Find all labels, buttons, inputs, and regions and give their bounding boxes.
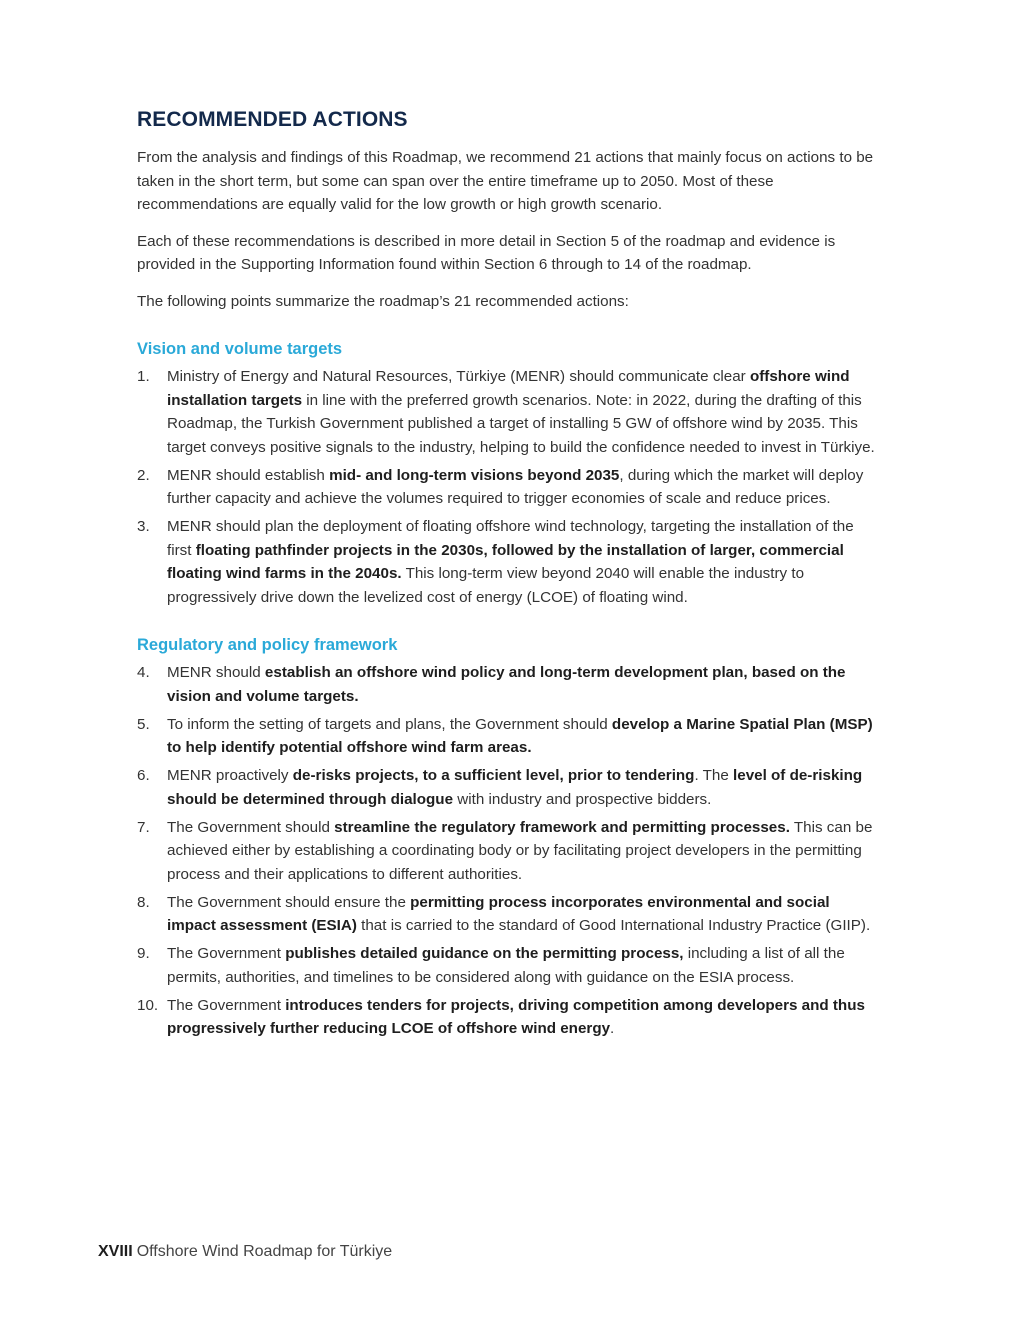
action-number: 3. [137,518,150,535]
action-emphasis: offshore wind installation targets [167,368,850,409]
action-text: . [610,1020,615,1037]
action-number: 5. [137,715,150,733]
action-item [137,661,882,708]
action-text: . The [694,767,734,784]
section-heading-regulatory: Regulatory and policy framework [137,636,398,654]
action-item [137,942,882,989]
section-heading-vision: Vision and volume targets [137,340,343,358]
action-text: , during which the market will deploy further capacity and achieve the volumes required to trigger economies of scale and reduce prices. [167,466,864,507]
action-number: 1. [137,368,150,385]
action-emphasis: permitting process incorporates environmental and social impact assessment (ESIA) [167,893,830,934]
action-text: The Government [167,945,286,962]
action-number: 8. [137,893,150,911]
action-emphasis: establish an offshore wind policy and long-term development plan, based on the vision and volume targets. [167,664,846,705]
page-footer [98,1243,392,1261]
action-number: 7. [137,818,150,836]
action-text: The Government should [167,818,335,836]
action-text: To inform the setting of targets and plans, the Government should [167,715,612,733]
action-text: MENR proactively [167,767,293,784]
action-number: 10. [137,996,159,1014]
action-text: including a list of all the permits, authorities, and timelines to be considered along with guidance on the ESIA process. [167,945,845,986]
action-text: MENR should [167,664,265,681]
action-text: Ministry of Energy and Natural Resources, Türkiye (MENR) should communicate clear [167,368,750,385]
action-text: This long-term view beyond 2040 will enable the industry to progressively drive down the levelized cost of energy (LCOE) of floating wind. [167,565,805,606]
action-text: The Government should ensure the [167,893,411,911]
action-list-vision [137,365,882,609]
action-text: that is carried to the standard of Good International Industry Practice (GIIP). [356,917,871,934]
page-title: RECOMMENDED ACTIONS [137,108,408,131]
intro-paragraph-2: Each of these recommendations is described in more detail in Section 5 of the roadmap and evidence is provided in the Supporting Information found within Section 6 through to 14 of the roadmap. [137,232,836,273]
action-item [137,713,882,760]
action-item [137,515,882,609]
page-number: XVIII [98,1243,133,1260]
action-item [137,764,882,811]
action-item [137,994,882,1041]
action-text: MENR should plan the deployment of floating offshore wind technology, targeting the installation of the first [167,518,854,559]
intro-paragraph-3: The following points summarize the roadmap’s 21 recommended actions: [137,292,629,310]
intro-paragraph-1: From the analysis and findings of this Roadmap, we recommend 21 actions that mainly focus on actions to be taken in the short term, but some can span over the entire timeframe up to 2050. Most of these recommendations are equally valid for the low growth or high growth scenario. [137,149,874,213]
document-title: Offshore Wind Roadmap for Türkiye [136,1243,393,1260]
action-emphasis: introduces tenders for projects, driving competition among developers and thus progressively further reducing LCOE of offshore wind energy [167,996,865,1037]
action-text: with industry and prospective bidders. [453,790,712,808]
action-number: 4. [137,664,150,681]
action-number: 9. [137,945,150,962]
action-text: This can be achieved either by establishing a coordinating body or by facilitating project developers in the permitting process and their applications to different authorities. [167,818,873,883]
action-emphasis: floating pathfinder projects in the 2030s, followed by the installation of larger, commercial floating wind farms in the 2040s. [167,541,844,582]
action-emphasis: develop a Marine Spatial Plan (MSP) to help identify potential offshore wind farm areas. [167,715,873,756]
action-emphasis: mid- and long-term visions beyond 2035 [329,466,620,484]
action-emphasis: level of de-risking should be determined through dialogue [167,767,863,808]
action-emphasis: streamline the regulatory framework and permitting processes. [334,818,790,836]
action-item [137,891,882,938]
action-item [137,816,882,887]
action-emphasis: publishes detailed guidance on the permitting process, [285,945,684,962]
action-list-regulatory [137,661,882,1041]
page-content [137,108,882,1045]
action-number: 2. [137,466,150,484]
action-number: 6. [137,767,150,784]
action-text: in line with the preferred growth scenarios. Note: in 2022, during the drafting of this Roadmap, the Turkish Government published a target of installing 5 GW of offshore wind by 2035. This target conveys positive signals to the industry, helping to build the confidence needed to invest in Türkiye. [167,391,875,456]
action-item [137,365,882,459]
action-emphasis: de-risks projects, to a sufficient level, prior to tendering [292,767,695,784]
action-text: MENR should establish [167,466,330,484]
action-item [137,464,882,511]
action-text: The Government [167,996,286,1014]
